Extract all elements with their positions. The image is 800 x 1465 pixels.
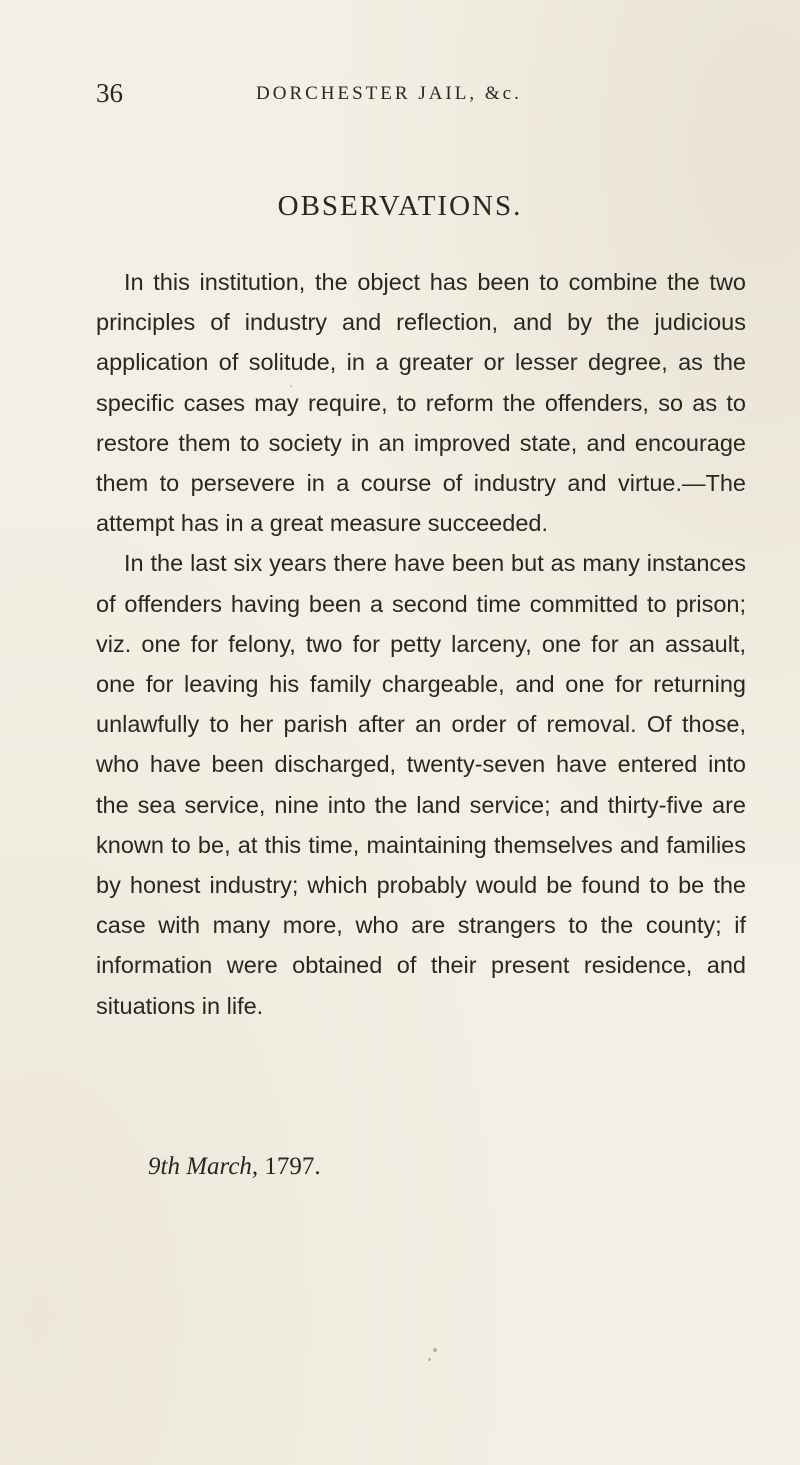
running-head: DORCHESTER JAIL, &c. (256, 83, 522, 104)
paper-speck (428, 1358, 431, 1361)
paragraph: In this institution, the object has been to combine the two principles of industry and reflection, and by the judicious application of solitude, in a greater or lesser degree, as the specific cases may require, to reform the offenders, so as to restore them to society in an improved state, and encourage them to persevere in a course of industry and virtue.—The attempt has in a great measure succeeded. (96, 269, 746, 537)
paragraph: In the last six years there have been but as many instances of offenders having been a second time committed to prison; viz. one for felony, two for petty larceny, one for an assault, one for leaving his family chargeable, and one for returning unlawfully to her parish after an order of removal. Of those, who have been discharged, twenty-seven have entered into the sea service, nine into the land service; and thirty-five are known to be, at this time, maintaining themselves and families by honest industry; which probably would be found to be the case with many more, who are strangers to the county; if information were obtained of their present residence, and situations in life. (96, 550, 746, 1019)
date-year: 1797. (264, 1153, 321, 1180)
date-line (148, 1153, 321, 1181)
page-header (96, 78, 736, 114)
paper-speck (290, 385, 292, 387)
body-text (96, 262, 746, 1026)
date-day-month: 9th March, (148, 1153, 259, 1180)
page-number: 36 (96, 78, 123, 108)
paper-speck (433, 1348, 437, 1352)
section-title: OBSERVATIONS. (277, 190, 523, 222)
